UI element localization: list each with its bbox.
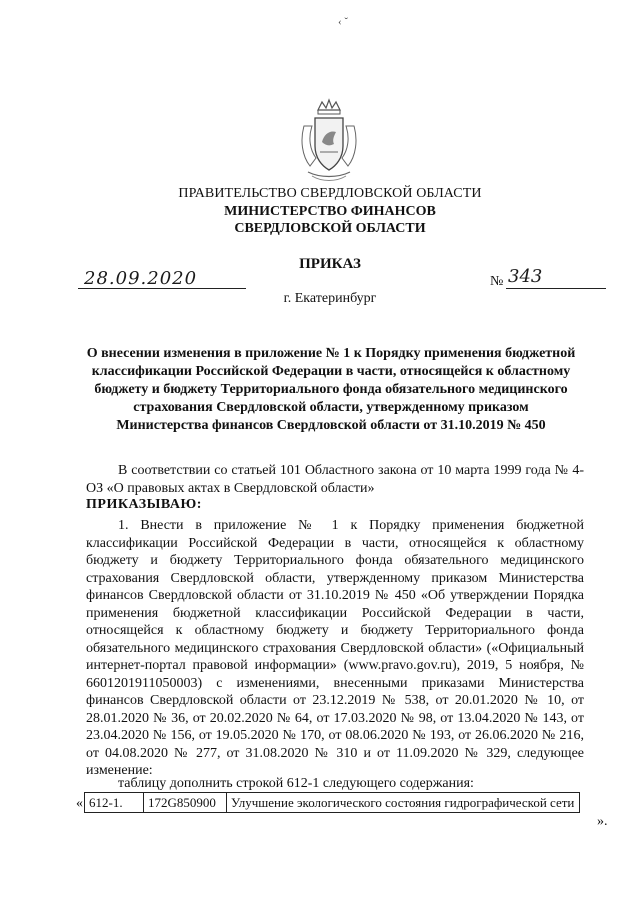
order-subject: О внесении изменения в приложение № 1 к Порядку применения бюджетной классификации Российской Федерации в части, относящейся к областному бюджету и бюджету Территориального фонда обязательного медицинского страхования Свердловской области, утвержденному приказом Министерства финансов Свердловской области от 31.10.2019 № 450 (86, 346, 576, 433)
table-intro: таблицу дополнить строкой 612-1 следующего содержания: (118, 776, 474, 791)
table-row (85, 793, 580, 813)
table-close-quote: ». (597, 814, 608, 829)
coat-of-arms-emblem (296, 96, 362, 184)
row-name-cell: Улучшение экологического состояния гидрографической сети (227, 793, 580, 813)
ministry-name-line1: МИНИСТЕРСТВО ФИНАНСОВ (224, 204, 436, 219)
handwritten-date: 28.09.2020 (84, 268, 198, 289)
row-number-cell: 612-1. (85, 793, 144, 813)
order-word: ПРИКАЗЫВАЮ: (86, 497, 202, 512)
table-open-quote: « (76, 796, 83, 811)
amendment-table (84, 792, 580, 813)
document-type-title: ПРИКАЗ (299, 256, 361, 272)
date-underline (78, 288, 246, 289)
number-underline (506, 288, 606, 289)
city-name: г. Екатеринбург (283, 291, 377, 306)
item-1-paragraph: 1. Внести в приложение № 1 к Порядку применения бюджетной классификации Российской Федерации в части, относящейся к областному бюджету и бюджету Территориального фонда обязательного медицинского страхования Свердловской области, утвержденному приказом Министерства финансов Свердловской области от 31.10.2019 № 450 «Об утверждении Порядка применения бюджетной классификации Российской Федерации в части, относящейся к областному бюджету и бюджету Территориального фонда обязательного медицинского страхования Свердловской области» («Официальный интернет-портал правовой информации» (www.pravo.gov.ru), 2019, 5 ноября, № 6601201911050003) с изменениями, внесенными приказами Министерства финансов Свердловской области от 23.12.2019 № 538, от 20.01.2020 № 10, от 28.01.2020 № 36, от 20.02.2020 № 64, от 17.03.2020 № 98, от 13.04.2020 № 143, от 23.04.2020 № 156, от 19.05.2020 № 170, от 08.06.2020 № 193, от 26.06.2020 № 216, от 04.08.2020 № 277, от 31.08.2020 № 310 и от 11.09.2020 № 329, следующее изменение: (86, 518, 584, 778)
preamble-paragraph: В соответствии со статьей 101 Областного закона от 10 марта 1999 года № 4-ОЗ «О правовых актах в Свердловской области» (86, 463, 584, 496)
handwritten-number: 343 (508, 266, 543, 287)
row-code-cell: 172G850900 (144, 793, 227, 813)
number-label: № (490, 274, 504, 289)
ministry-name-line2: СВЕРДЛОВСКОЙ ОБЛАСТИ (234, 221, 426, 236)
government-name: ПРАВИТЕЛЬСТВО СВЕРДЛОВСКОЙ ОБЛАСТИ (178, 186, 482, 201)
scan-marks: ‹ ˇ (338, 16, 349, 28)
